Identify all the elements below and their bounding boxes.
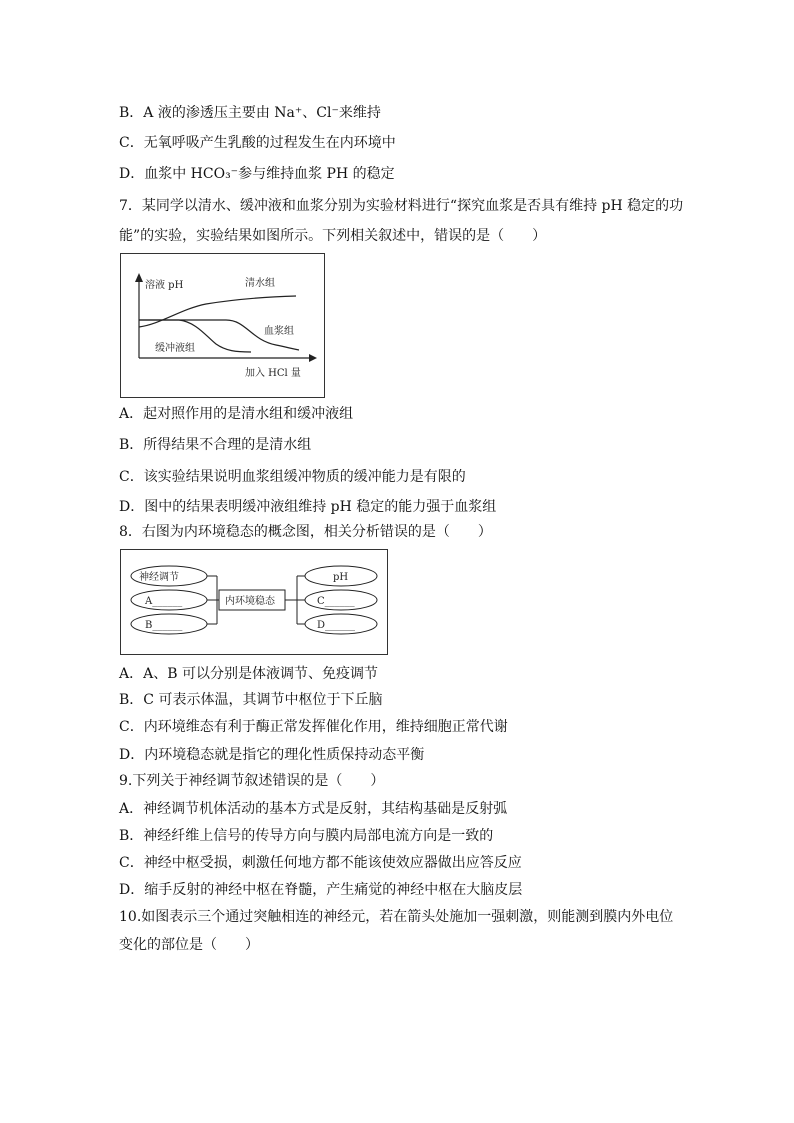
option-6c: C．无氧呼吸产生乳酸的过程发生在内环境中 (119, 135, 396, 151)
figure-concept-map (120, 549, 388, 655)
option-7a: A．起对照作用的是清水组和缓冲液组 (119, 406, 354, 422)
label-c: C______ (317, 596, 355, 607)
option-7d: D．图中的结果表明缓冲液组维持 pH 稳定的能力强于血浆组 (119, 499, 497, 515)
option-7b: B．所得结果不合理的是清水组 (119, 437, 312, 453)
curve-water (139, 296, 296, 327)
option-9a: A．神经调节机体活动的基本方式是反射，其结构基础是反射弧 (119, 801, 508, 817)
option-8d: D．内环境稳态就是指它的理化性质保持动态平衡 (119, 747, 425, 763)
question-9: 9.下列关于神经调节叙述错误的是（ ） (119, 773, 385, 789)
question-7-line-2: 能”的实验，实验结果如图所示。下列相关叙述中，错误的是（ ） (119, 228, 547, 244)
option-8c: C．内环境维态有利于酶正常发挥催化作用，维持细胞正常代谢 (119, 719, 508, 735)
question-7-line-1: 7．某同学以清水、缓冲液和血浆分别为实验材料进行“探究血浆是否具有维持 pH 稳定的功 (119, 198, 684, 214)
x-axis-arrow (309, 354, 317, 362)
option-9b: B．神经纤维上信号的传导方向与膜内局部电流方向是一致的 (119, 828, 494, 844)
ph-chart-svg (121, 254, 324, 397)
label-b: B______ (145, 620, 183, 631)
series-label-water: 清水组 (245, 278, 275, 289)
option-6d: D．血浆中 HCO₃⁻参与维持血浆 PH 的稳定 (119, 166, 395, 182)
series-label-buffer: 缓冲液组 (155, 343, 195, 354)
option-8a: A．A、B 可以分别是体液调节、免疫调节 (119, 666, 378, 682)
figure-ph-chart (120, 253, 325, 398)
option-9c: C．神经中枢受损，刺激任何地方都不能该使效应器做出应答反应 (119, 855, 522, 871)
label-a: A______ (145, 596, 183, 607)
label-neural: 神经调节 (139, 572, 179, 583)
concept-map-svg (121, 550, 387, 654)
option-9d: D．缩手反射的神经中枢在脊髓，产生痛觉的神经中枢在大脑皮层 (119, 882, 523, 898)
option-6b: B．A 液的渗透压主要由 Na⁺、Cl⁻来维持 (119, 105, 381, 121)
label-center: 内环境稳态 (225, 596, 275, 607)
option-8b: B．C 可表示体温，其调节中枢位于下丘脑 (119, 692, 383, 708)
question-8: 8．右图为内环境稳态的概念图，相关分析错误的是（ ） (119, 524, 492, 540)
x-axis-label: 加入 HCl 量 (245, 368, 301, 379)
y-axis-arrow (135, 273, 143, 282)
option-7c: C．该实验结果说明血浆组缓冲物质的缓冲能力是有限的 (119, 469, 466, 485)
question-10-line-2: 变化的部位是（ ） (119, 937, 259, 953)
question-10-line-1: 10.如图表示三个通过突触相连的神经元，若在箭头处施加一强刺激，则能测到膜内外电位 (119, 909, 674, 925)
label-d: D______ (317, 620, 356, 631)
y-axis-label: 溶液 pH (145, 280, 184, 291)
label-ph: pH (333, 572, 349, 583)
series-label-plasma: 血浆组 (264, 326, 294, 337)
